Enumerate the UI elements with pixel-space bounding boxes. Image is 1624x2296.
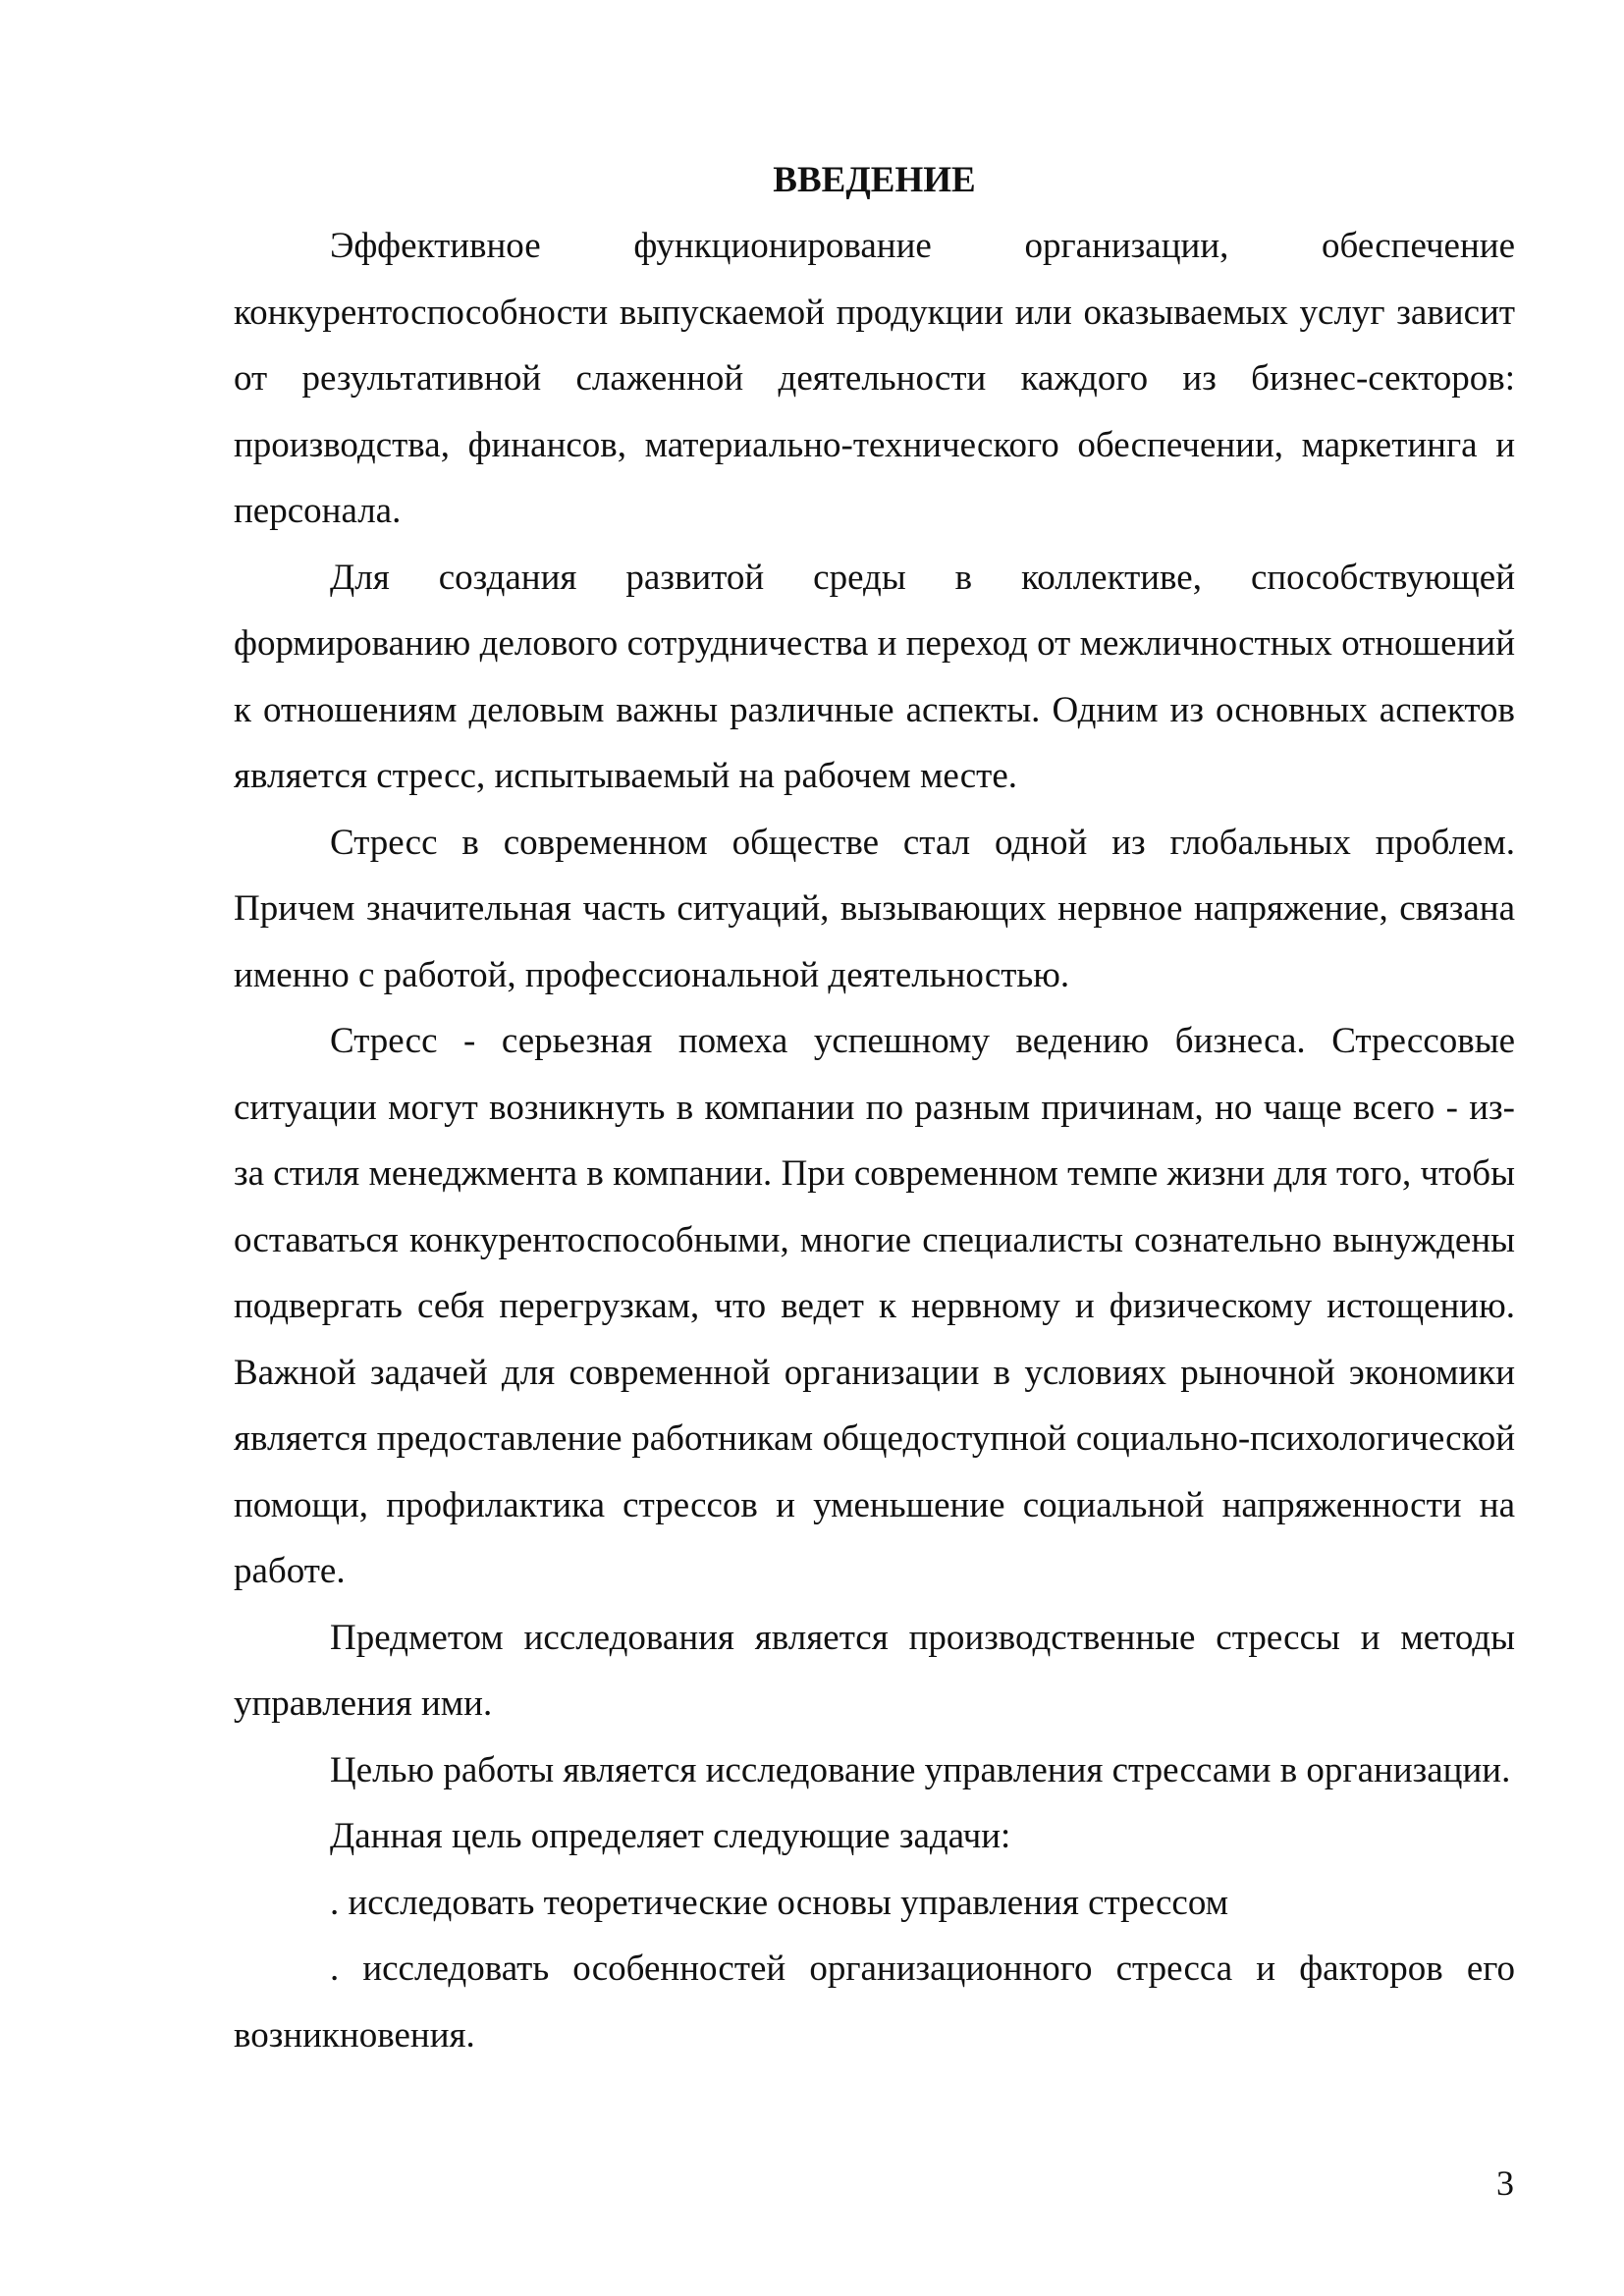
paragraph-research-subject: Предметом исследования является производственные стрессы и методы управления ими. bbox=[234, 1617, 1515, 1724]
task-item-1: . исследовать теоретические основы управления стрессом bbox=[330, 1882, 1229, 1923]
document-body bbox=[234, 147, 1515, 2068]
paragraph-global-problem: Стресс в современном обществе стал одной из глобальных проблем. Причем значительная часть ситуаций, вызывающих нервное напряжение, связана именно с работой, профессиональной деятельностью. bbox=[234, 822, 1515, 995]
paragraph-intro: Эффективное функционирование организации, обеспечение конкурентоспособности выпускаемой продукции или оказываемых услуг зависит от результативной слаженной деятельности каждого из бизнес-секторов: производства, финансов, материально-технического обеспечении, маркетинга и персонала. bbox=[234, 226, 1515, 531]
page-title: ВВЕДЕНИЕ bbox=[773, 160, 976, 200]
task-item-2: . исследовать особенностей организационного стресса и факторов его возникновения. bbox=[234, 1949, 1515, 2056]
paragraph-environment: Для создания развитой среды в коллективе, способствующей формированию делового сотрудничества и переход от межличностных отношений к отношениям деловым важны различные аспекты. Одним из основных аспектов является стресс, испытываемый на рабочем месте. bbox=[234, 557, 1515, 796]
paragraph-tasks-intro: Данная цель определяет следующие задачи: bbox=[330, 1816, 1011, 1856]
page-number: 3 bbox=[1496, 2163, 1514, 2203]
paragraph-research-goal: Целью работы является исследование управления стрессами в организации. bbox=[330, 1749, 1511, 1790]
paragraph-business-impact: Стресс - серьезная помеха успешному ведению бизнеса. Стрессовые ситуации могут возникнуть в компании по разным причинам, но чаще всего - из-за стиля менеджмента в компании. При современном темпе жизни для того, чтобы оставаться конкурентоспособными, многие специалисты сознательно вынуждены подвергать себя перегрузкам, что ведет к нервному и физическому истощению. Важной задачей для современной организации в условиях рыночной экономики является предоставление работникам общедоступной социально-психологической помощи, профилактика стрессов и уменьшение социальной напряженности на работе. bbox=[234, 1021, 1515, 1591]
